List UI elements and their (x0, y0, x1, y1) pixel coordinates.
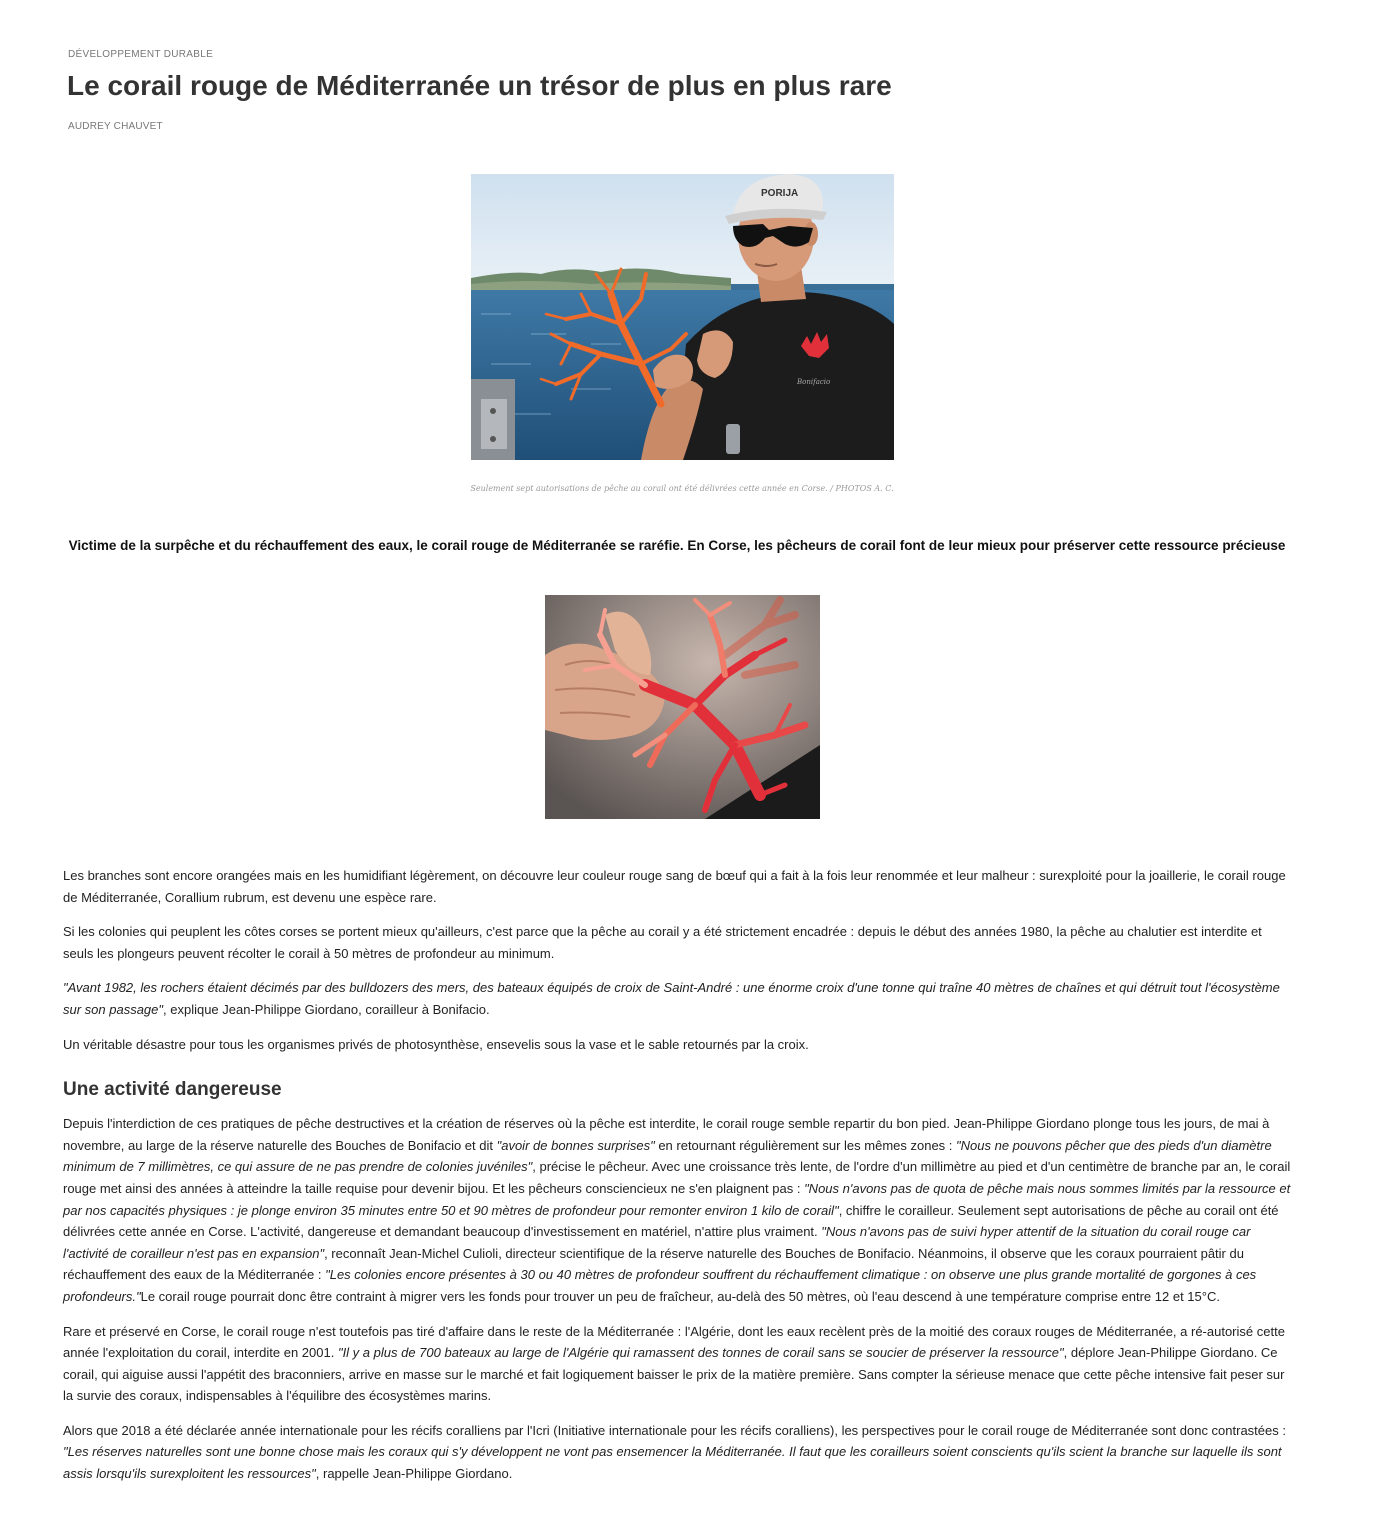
paragraph-text: Alors que 2018 a été déclarée année internationale pour les récifs coralliens par l'Icri (Initiative internationale pour les récifs coralliens), les perspectives pour le corail rouge de Méditerranée sont donc contrastées : (63, 1422, 1286, 1438)
quote: "Avant 1982, les rochers étaient décimés par des bulldozers des mers, des bateaux équipés de croix de Saint-André : une énorme croix d'une tonne qui traîne 40 mètres de chaînes et qui détruit tout l'écosystème sur son passage" (63, 980, 1280, 1017)
photo-caption: Seulement sept autorisations de pêche au corail ont été délivrées cette année en Corse. / PHOTOS A. C. (470, 484, 894, 493)
paragraph-text: , reconnaît Jean-Michel Culioli, directeur scientifique de la réserve naturelle des Bouches de Bonifacio. Néanmoins, il observe que les coraux pourraient pâtir du réchauffement des eaux de la Méditerranée : (63, 1245, 1244, 1283)
paragraph-7 (63, 1420, 1295, 1485)
paragraph-text: Un véritable désastre pour tous les organismes privés de photosynthèse, ensevelis sous la vase et le sable retournés par la croix. (63, 1036, 809, 1052)
article-author[interactable]: AUDREY CHAUVET (68, 121, 163, 132)
paragraph-4 (63, 1034, 1295, 1056)
paragraph-text: Depuis l'interdiction de ces pratiques de pêche destructives et la création de réserves où la pêche est interdite, le corail rouge semble repartir du bon pied. Jean-Philippe Giordano plonge tous les jours, de mai à novembre, au large de la réserve naturelle des Bouches de Bonifacio et dit (63, 1116, 1270, 1153)
photo-coral-illustration (545, 595, 820, 819)
cap-logo-text: PORIJA (761, 188, 799, 199)
photo-coral-closeup[interactable] (545, 595, 820, 819)
quote: "Nous ne pouvons pêcher que des pieds d'un diamètre minimum de 7 millimètres, ce qui assure de ne pas prendre de colonies juvéniles" (63, 1137, 1272, 1175)
paragraph-text: Le corail rouge pourrait donc être contraint à migrer vers les fonds pour trouver un peu de fraîcheur, au-delà des 50 mètres, où l'eau descend à une température comprise entre 12 et 15°C. (140, 1288, 1220, 1304)
paragraph-text: Les branches sont encore orangées mais en les humidifiant légèrement, on découvre leur couleur rouge sang de bœuf qui a fait à la fois leur renommée et leur malheur : surexploité pour la joaillerie, le corail rouge de Méditerranée, Corallium rubrum, est devenu une espèce rare. (63, 868, 1286, 905)
paragraph-text: Rare et préservé en Corse, le corail rouge n'est toutefois pas tiré d'affaire dans le reste de la Méditerranée : l'Algérie, dont les eaux recèlent près de la moitié des coraux rouges de Méditerranée, a ré-autorisé cette année l'exploitation du corail, interdite en 2001. (63, 1323, 1285, 1361)
article-category[interactable]: DÉVELOPPEMENT DURABLE (68, 49, 214, 60)
paragraph-3 (63, 977, 1295, 1020)
article-lead: Victime de la surpêche et du réchauffement des eaux, le corail rouge de Méditerranée se raréfie. En Corse, les pêcheurs de corail font de leur mieux pour préserver cette ressource précieuse (68, 538, 1286, 553)
tshirt-text: Bonifacio (797, 378, 831, 386)
photo-fisherman-illustration (471, 174, 894, 460)
quote: "Il y a plus de 700 bateaux au large de l'Algérie qui ramassent des tonnes de corail sans se soucier de préserver la ressource" (337, 1345, 1064, 1361)
paragraph-2 (63, 921, 1295, 964)
section-heading: Une activité dangereuse (63, 1079, 282, 1101)
paragraph-text: , explique Jean-Philippe Giordano, corailleur à Bonifacio. (163, 1001, 490, 1017)
paragraph-text: Si les colonies qui peuplent les côtes corses se portent mieux qu'ailleurs, c'est parce que la pêche au corail y a été strictement encadrée : depuis le début des années 1980, la pêche au chalutier est interdite et seuls les plongeurs peuvent récolter le corail à 50 mètres de profondeur au minimum. (63, 924, 1262, 961)
quote: "Les réserves naturelles sont une bonne chose mais les coraux qui s'y développent ne vont pas ensemencer la Méditerranée. Il faut que les corailleurs soient conscients qu'ils scient la branche sur laquelle ils sont assis lorsqu'ils surexploitent les ressources" (63, 1444, 1282, 1482)
photo-fisherman-with-coral[interactable] (471, 174, 894, 460)
quote: "avoir de bonnes surprises" (496, 1137, 655, 1153)
paragraph-text: , déplore Jean-Philippe Giordano. Ce corail, qui aiguise aussi l'appétit des braconniers, arrive en masse sur le marché et fait logiquement baisser le prix de la matière première. Sans compter la sérieuse menace que cette pêche intensive fait peser sur la survie des coraux, indispensables à l'équilibre des écosystèmes marins. (63, 1345, 1285, 1404)
paragraph-text: en retournant régulièrement sur les mêmes zones : (654, 1137, 957, 1153)
quote: "Nous n'avons pas de suivi hyper attentif de la situation du corail rouge car l'activité de corailleur n'est pas en expansion" (63, 1224, 1251, 1261)
article-title: Le corail rouge de Méditerranée un trésor de plus en plus rare (67, 70, 892, 101)
paragraph-5 (63, 1113, 1295, 1307)
quote: "Les colonies encore présentes à 30 ou 40 mètres de profondeur souffrent du réchauffement climatique : on observe une plus grande mortalité de gorgones à ces profondeurs." (63, 1267, 1257, 1304)
paragraph-text: , rappelle Jean-Philippe Giordano. (315, 1466, 513, 1482)
paragraph-1 (63, 865, 1295, 908)
paragraph-text: , précise le pêcheur. Avec une croissance très lente, de l'ordre d'un millimètre au pied et d'un centimètre de branche par an, le corail rouge met ainsi des années à atteindre la taille requise pour devenir bijou. Et les pêcheurs consciencieux ne s'en plaignent pas : (63, 1159, 1291, 1196)
paragraph-text: , chiffre le corailleur. Seulement sept autorisations de pêche au corail ont été délivrées cette année en Corse. L'activité, dangereuse et demandant beaucoup d'investissement en matériel, n'attire plus vraiment. (63, 1202, 1279, 1240)
paragraph-6 (63, 1321, 1295, 1407)
article-body (63, 865, 1295, 1498)
quote: "Nous n'avons pas de quota de pêche mais nous sommes limités par la ressource et par nos capacités physiques : je plonge environ 35 minutes entre 50 et 90 mètres de profondeur pour remonter environ 1 kilo de corail" (63, 1180, 1291, 1218)
